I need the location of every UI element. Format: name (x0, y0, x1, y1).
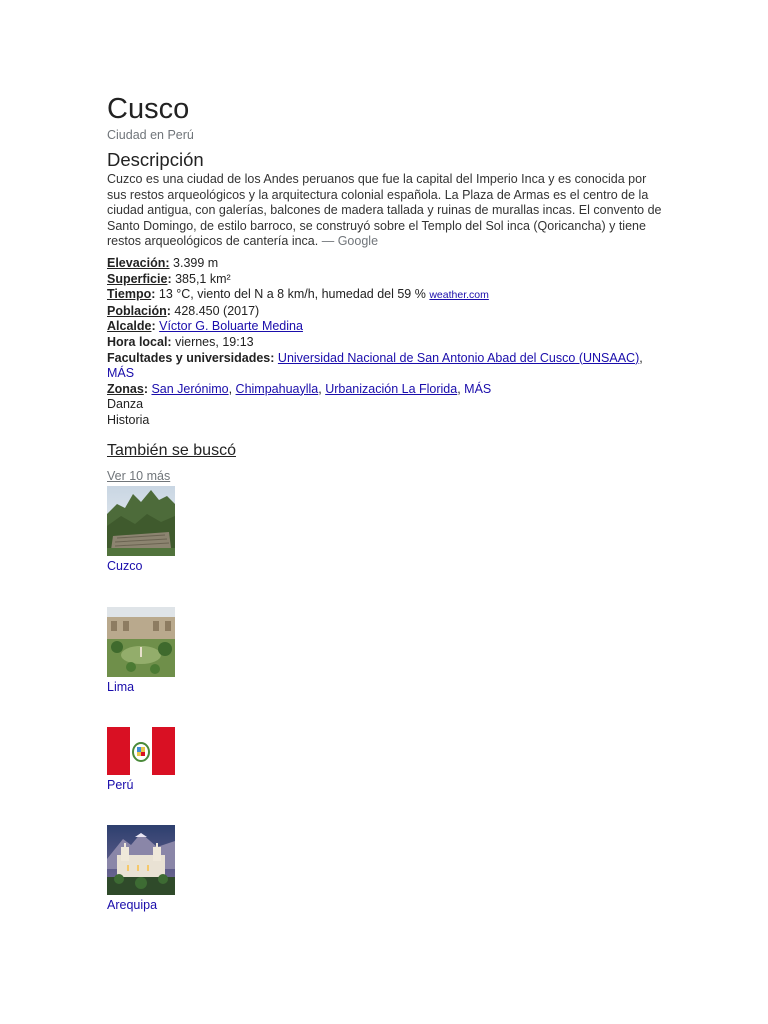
fact-extra-dance[interactable]: Danza (107, 397, 144, 412)
fact-weather-colon: : (151, 287, 156, 302)
fact-local-time-value: viernes, 19:13 (175, 334, 254, 349)
peru-flag-icon[interactable] (107, 727, 175, 775)
weather-source-link[interactable]: weather.com (429, 289, 489, 302)
fact-elevation-label[interactable]: Elevación: (107, 255, 170, 270)
related-item[interactable] (107, 486, 175, 573)
fact-population-label[interactable]: Población (107, 303, 167, 318)
fact-mayor-colon: : (151, 319, 156, 334)
plaza-photo-icon[interactable] (107, 607, 175, 677)
zone-link[interactable]: Chimpahuaylla (235, 381, 319, 396)
fact-population-colon: : (166, 303, 171, 318)
related-item-label[interactable]: Perú (107, 778, 134, 792)
also-searched-heading[interactable]: También se buscó (107, 441, 236, 459)
fact-weather-value: 13 °C, viento del N a 8 km/h, humedad del 59 % (158, 287, 426, 302)
fact-local-time-label: Hora local: (107, 334, 172, 349)
related-item-label[interactable]: Cuzco (107, 559, 143, 573)
fact-zones-label[interactable]: Zonas (107, 381, 144, 396)
related-item-label[interactable]: Arequipa (107, 898, 158, 912)
entity-subtitle: Ciudad en Perú (107, 128, 194, 142)
fact-zones-colon: : (143, 381, 148, 396)
fact-population (107, 304, 667, 320)
fact-weather (107, 287, 667, 304)
related-item[interactable] (107, 607, 175, 694)
zone-link[interactable]: Urbanización La Florida (325, 381, 458, 396)
see-more-link[interactable]: Ver 10 más (107, 468, 171, 483)
fact-elevation (107, 256, 667, 272)
universities-more-link[interactable]: MÁS (107, 366, 135, 381)
description-heading: Descripción (107, 149, 204, 170)
description-body: Cuzco es una ciudad de los Andes peruanos que fue la capital del Imperio Inca y es conocida por sus restos arqueológicos y la arquitectura colonial española. La Plaza de Armas es el centro de la ciudad antigua, con galerías, balcones de madera tallada y ruinas de murallas incas. El convento de Santo Domingo, de estilo barroco, se construyó sobre el Templo del Sol inca (Qoricancha) y tiene restos arqueológicos de cantería inca. (107, 172, 662, 249)
mayor-link[interactable]: Víctor G. Boluarte Medina (159, 319, 303, 334)
fact-area-value: 385,1 km² (175, 271, 231, 286)
description-text (107, 172, 667, 250)
fact-weather-label[interactable]: Tiempo (107, 287, 152, 302)
fact-mayor-label[interactable]: Alcalde (107, 319, 152, 334)
entity-title: Cusco (107, 93, 190, 125)
fact-population-value: 428.450 (2017) (174, 303, 260, 318)
related-item-label[interactable]: Lima (107, 680, 135, 694)
description-source: — Google (321, 234, 379, 249)
knowledge-panel (107, 92, 667, 483)
fact-local-time (107, 335, 667, 351)
machu-picchu-photo-icon[interactable] (107, 486, 175, 556)
fact-universities-label: Facultades y universidades: (107, 350, 275, 365)
fact-mayor (107, 319, 667, 335)
fact-area-label[interactable]: Superficie (107, 271, 168, 286)
cathedral-photo-icon[interactable] (107, 825, 175, 895)
university-link[interactable]: Universidad Nacional de San Antonio Abad del Cusco (UNSAAC) (277, 350, 640, 365)
fact-universities: Facultades y universidades: Universidad Nacional de San Antonio Abad del Cusco (UNSAAC), MÁS (107, 350, 643, 381)
related-item[interactable] (107, 825, 175, 912)
facts-list (107, 256, 667, 429)
fact-elevation-value: 3.399 m (173, 255, 219, 270)
fact-zones: Zonas: San Jerónimo, Chimpahuaylla, Urbanización La Florida, MÁS (107, 381, 492, 396)
fact-area (107, 272, 667, 288)
zones-more-link[interactable]: MÁS (464, 381, 492, 396)
fact-extra-history[interactable]: Historia (107, 412, 150, 427)
related-item[interactable] (107, 727, 175, 792)
fact-area-colon: : (167, 271, 172, 286)
zone-link[interactable]: San Jerónimo (151, 381, 229, 396)
